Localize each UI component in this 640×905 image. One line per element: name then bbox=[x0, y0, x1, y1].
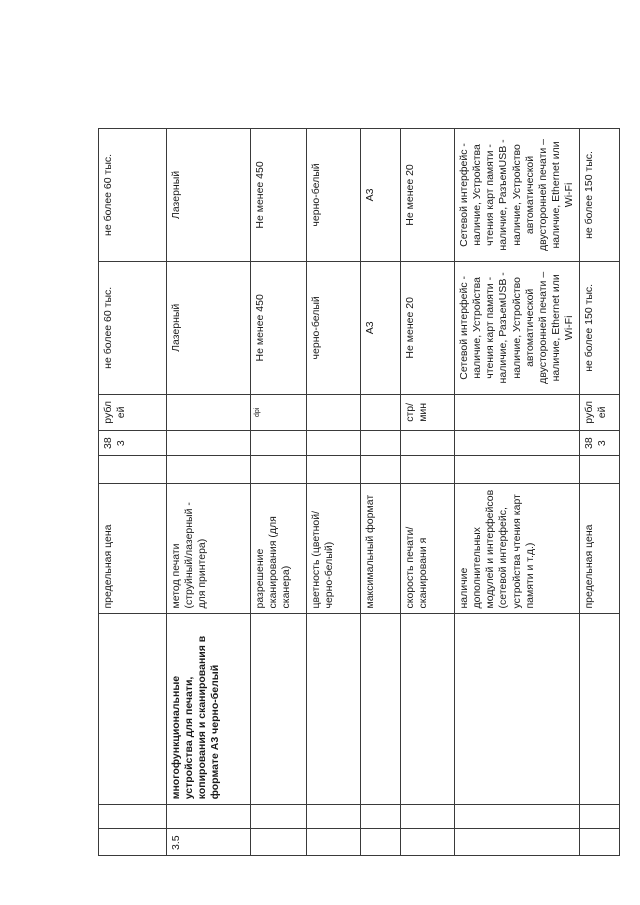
unit-code bbox=[455, 430, 580, 455]
unit-name bbox=[361, 394, 401, 430]
unit-name: dpi bbox=[251, 394, 307, 430]
rotated-table-container bbox=[98, 128, 609, 856]
table-row bbox=[455, 129, 580, 856]
row-number bbox=[580, 829, 620, 856]
unit-name: рублей bbox=[580, 394, 620, 430]
empty-cell bbox=[401, 805, 455, 829]
empty-cell bbox=[167, 456, 251, 484]
unit-code: 383 bbox=[99, 430, 167, 455]
empty-cell bbox=[307, 805, 361, 829]
characteristic-name: предельная цена bbox=[99, 484, 167, 614]
value-cell: черно-белый bbox=[307, 129, 361, 262]
value-cell: не более 60 тыс. bbox=[99, 129, 167, 262]
characteristic-name: метод печати (струйный/лазерный - для принтера) bbox=[167, 484, 251, 614]
table-row bbox=[580, 129, 620, 856]
empty-cell bbox=[99, 805, 167, 829]
value-cell: Не менее 20 bbox=[401, 261, 455, 394]
table-row bbox=[251, 129, 307, 856]
product-name: многофункциональные устройства для печати, копирования и сканирования в формате А3 черно-белый bbox=[167, 614, 251, 805]
value-cell: Лазерный bbox=[167, 261, 251, 394]
row-number bbox=[307, 829, 361, 856]
characteristic-name: предельная цена bbox=[580, 484, 620, 614]
product-name bbox=[401, 614, 455, 805]
row-number: 3.5 bbox=[167, 829, 251, 856]
value-cell: А3 bbox=[361, 261, 401, 394]
empty-cell bbox=[455, 456, 580, 484]
empty-cell bbox=[455, 805, 580, 829]
characteristic-name: разрешение сканирования (для сканера) bbox=[251, 484, 307, 614]
empty-cell bbox=[167, 805, 251, 829]
table-row bbox=[167, 129, 251, 856]
specifications-table bbox=[98, 128, 620, 856]
unit-name bbox=[167, 394, 251, 430]
unit-name: стр/мин bbox=[401, 394, 455, 430]
characteristic-name: наличие дополнительных модулей и интерфейсов (сетевой интерфейс, устройства чтения карт памяти и т.д.) bbox=[455, 484, 580, 614]
empty-cell bbox=[307, 456, 361, 484]
row-number bbox=[401, 829, 455, 856]
empty-cell bbox=[99, 456, 167, 484]
row-number bbox=[455, 829, 580, 856]
value-cell: не более 150 тыс. bbox=[580, 129, 620, 262]
table-row bbox=[401, 129, 455, 856]
unit-name bbox=[307, 394, 361, 430]
unit-code bbox=[361, 430, 401, 455]
unit-name bbox=[455, 394, 580, 430]
value-cell: не более 60 тыс. bbox=[99, 261, 167, 394]
characteristic-name: скорость печати/сканировани я bbox=[401, 484, 455, 614]
product-name bbox=[251, 614, 307, 805]
value-cell: Сетевой интерфейс - наличие, Устройства чтения карт памяти - наличие, РазъемUSB - наличие, Устройство автоматической двусторонней печати – наличие, Ethernet или Wi-Fi bbox=[455, 261, 580, 394]
unit-code: 383 bbox=[580, 430, 620, 455]
product-name bbox=[99, 614, 167, 805]
row-number bbox=[99, 829, 167, 856]
unit-name: рублей bbox=[99, 394, 167, 430]
value-cell: не более 150 тыс. bbox=[580, 261, 620, 394]
value-cell: Не менее 20 bbox=[401, 129, 455, 262]
product-name bbox=[307, 614, 361, 805]
unit-code bbox=[401, 430, 455, 455]
product-name bbox=[580, 614, 620, 805]
value-cell: Не менее 450 bbox=[251, 129, 307, 262]
value-cell: черно-белый bbox=[307, 261, 361, 394]
product-name bbox=[361, 614, 401, 805]
unit-code bbox=[307, 430, 361, 455]
empty-cell bbox=[361, 456, 401, 484]
empty-cell bbox=[580, 805, 620, 829]
row-number bbox=[251, 829, 307, 856]
characteristic-name: максимальный формат bbox=[361, 484, 401, 614]
value-cell: Не менее 450 bbox=[251, 261, 307, 394]
empty-cell bbox=[401, 456, 455, 484]
characteristic-name: цветность (цветной/черно-белый) bbox=[307, 484, 361, 614]
unit-code bbox=[167, 430, 251, 455]
table-row bbox=[361, 129, 401, 856]
empty-cell bbox=[251, 456, 307, 484]
product-name bbox=[455, 614, 580, 805]
empty-cell bbox=[580, 456, 620, 484]
unit-code bbox=[251, 430, 307, 455]
value-cell: А3 bbox=[361, 129, 401, 262]
row-number bbox=[361, 829, 401, 856]
value-cell: Сетевой интерфейс - наличие, Устройства чтения карт памяти - наличие, РазъемUSB - наличие, Устройство автоматической двусторонней печати – наличие, Ethernet или Wi-Fi bbox=[455, 129, 580, 262]
table-row bbox=[307, 129, 361, 856]
empty-cell bbox=[251, 805, 307, 829]
value-cell: Лазерный bbox=[167, 129, 251, 262]
empty-cell bbox=[361, 805, 401, 829]
table-row bbox=[99, 129, 167, 856]
